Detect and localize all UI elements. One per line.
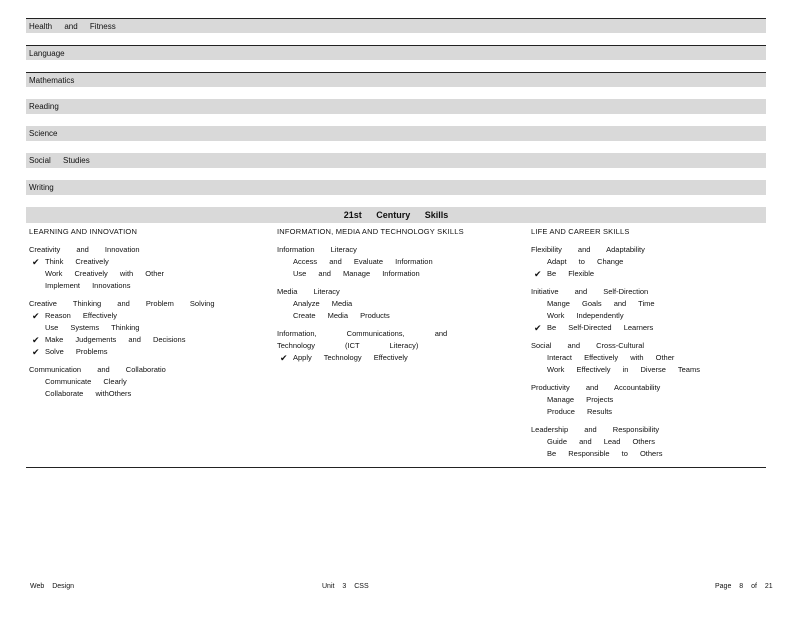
skill-item [277, 268, 522, 280]
skill-group [531, 286, 761, 334]
subject-label: Language [29, 49, 65, 58]
skill-group-title: Creativity and Innovation [29, 245, 140, 254]
skill-item [29, 322, 269, 334]
skill-item [531, 436, 761, 448]
skill-item [29, 310, 269, 322]
skill-group-title: Information Literacy [277, 245, 357, 254]
skill-item [531, 352, 761, 364]
skill-item-label: Adapt to Change [547, 257, 624, 266]
column-header: LIFE AND CAREER SKILLS [531, 227, 630, 236]
subject-bar-mathematics [26, 72, 766, 87]
skill-item-label: Guide and Lead Others [547, 437, 655, 446]
skill-group [277, 328, 522, 364]
skill-group [277, 244, 522, 280]
skill-item-label: Collaborate withOthers [45, 389, 132, 398]
skill-group [531, 244, 761, 280]
skill-item-label: Analyze Media [293, 299, 353, 308]
skill-item [531, 406, 761, 418]
skill-item [29, 346, 269, 358]
checkmark-icon: ✔ [32, 335, 40, 345]
skill-item [531, 256, 761, 268]
skill-item-label: Think Creatively [45, 257, 109, 266]
skill-item-label: Produce Results [547, 407, 613, 416]
skill-item [29, 388, 269, 400]
subject-label: Reading [29, 102, 59, 111]
skill-item-label: Reason Effectively [45, 311, 117, 320]
skills-title: 21st Century Skills [26, 207, 766, 223]
skill-item-label: Use and Manage Information [293, 269, 420, 278]
skill-group [531, 382, 761, 418]
subject-label: Mathematics [29, 76, 75, 85]
skill-item [277, 256, 522, 268]
skill-item-label: Work Creatively with Other [45, 269, 165, 278]
skill-item-label: Access and Evaluate Information [293, 257, 433, 266]
skill-item-label: Use Systems Thinking [45, 323, 140, 332]
skill-item [277, 298, 522, 310]
subject-label: Health and Fitness [29, 22, 116, 31]
skill-item-label: Make Judgements and Decisions [45, 335, 186, 344]
skill-group-title: Information, Communications, and Technology (ICT Literacy) [277, 329, 448, 350]
skill-item [29, 268, 269, 280]
skill-item [531, 448, 761, 460]
checkmark-icon: ✔ [534, 323, 542, 333]
skill-item-label: Manage Projects [547, 395, 614, 404]
subject-label: Science [29, 129, 58, 138]
column-learning-innovation [29, 226, 269, 400]
skill-group [531, 340, 761, 376]
skill-item [29, 256, 269, 268]
skill-group-title: Leadership and Responsibility [531, 425, 660, 434]
skill-group [29, 244, 269, 292]
skill-group [277, 286, 522, 322]
subject-bar-writing [26, 180, 766, 195]
skill-item-label: Mange Goals and Time [547, 299, 655, 308]
skill-item [531, 364, 761, 376]
skill-group-title: Social and Cross-Cultural [531, 341, 645, 350]
skill-item [531, 268, 761, 280]
column-header: LEARNING AND INNOVATION [29, 227, 138, 236]
column-information-media-technology [277, 226, 522, 364]
footer-page-number: Page 8 of 21 [715, 583, 773, 590]
skill-group-title: Productivity and Accountability [531, 383, 661, 392]
checkmark-icon: ✔ [534, 269, 542, 279]
skill-item [277, 352, 522, 364]
skill-item-label: Create Media Products [293, 311, 390, 320]
skill-item [531, 298, 761, 310]
subject-label: Writing [29, 183, 54, 192]
skill-group-title: Communication and Collaboratio [29, 365, 166, 374]
skill-item [29, 334, 269, 346]
skill-item [29, 376, 269, 388]
skill-item-label: Implement Innovations [45, 281, 131, 290]
checkmark-icon: ✔ [280, 353, 288, 363]
skill-item [29, 280, 269, 292]
skill-item [531, 310, 761, 322]
skill-item [531, 322, 761, 334]
column-life-career [531, 226, 761, 460]
checkmark-icon: ✔ [32, 347, 40, 357]
skill-item-label: Be Responsible to Others [547, 449, 663, 458]
subject-label: Social Studies [29, 156, 90, 165]
subject-bar-language [26, 45, 766, 60]
subject-bar-social-studies [26, 153, 766, 168]
subject-bar-reading [26, 99, 766, 114]
skill-group-title: Media Literacy [277, 287, 340, 296]
skill-item-label: Communicate Clearly [45, 377, 127, 386]
skill-item-label: Apply Technology Effectively [293, 353, 408, 362]
skill-group [29, 298, 269, 358]
skill-group-title: Creative Thinking and Problem Solving [29, 299, 215, 308]
subject-bar-health [26, 18, 766, 33]
checkmark-icon: ✔ [32, 311, 40, 321]
skill-group-title: Flexibility and Adaptability [531, 245, 645, 254]
footer-center: Unit 3 CSS [322, 583, 369, 590]
subject-bar-science [26, 126, 766, 141]
skill-item [531, 394, 761, 406]
skill-group [29, 364, 269, 400]
skill-item-label: Be Flexible [547, 269, 595, 278]
footer-left: Web Design [30, 583, 75, 590]
skill-item-label: Interact Effectively with Other [547, 353, 675, 362]
column-header: INFORMATION, MEDIA AND TECHNOLOGY SKILLS [277, 227, 464, 236]
skill-group [531, 424, 761, 460]
skill-group-title: Initiative and Self-Direction [531, 287, 649, 296]
skill-item-label: Solve Problems [45, 347, 108, 356]
skill-item-label: Work Independently [547, 311, 624, 320]
checkmark-icon: ✔ [32, 257, 40, 267]
skill-item-label: Be Self-Directed Learners [547, 323, 654, 332]
skill-item-label: Work Effectively in Diverse Teams [547, 365, 700, 374]
skill-item [277, 310, 522, 322]
divider [26, 467, 766, 468]
